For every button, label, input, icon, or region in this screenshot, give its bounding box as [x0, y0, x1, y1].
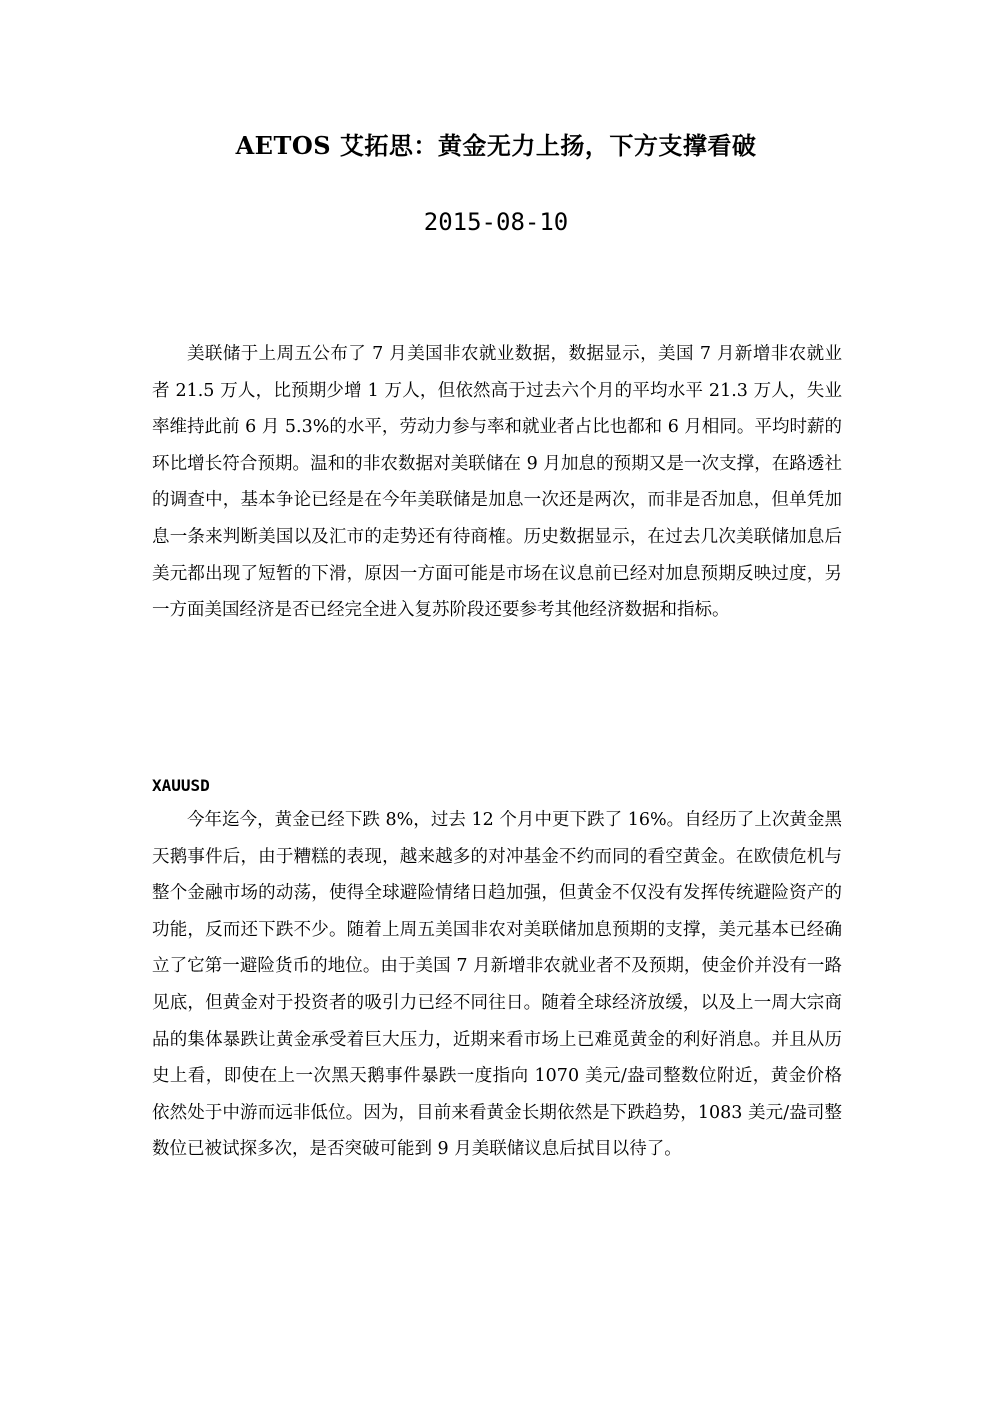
intro-paragraph: 美联储于上周五公布了 7 月美国非农就业数据，数据显示，美国 7 月新增非农就业者 21.5 万人，比预期少增 1 万人，但依然高于过去六个月的平均水平 21.3 万人，失业率维持此前 6 月 5.3%的水平，劳动力参与率和就业者占比也都和 6 月相同。平均时薪的环比增长符合预期。温和的非农数据对美联储在 9 月加息的预期又是一次支撑，在路透社的调查中，基本争论已经是在今年美联储是加息一次还是两次，而非是否加息，但单凭加息一条来判断美国以及汇市的走势还有待商榷。历史数据显示，在过去几次美联储加息后美元都出现了短暂的下滑，原因一方面可能是市场在议息前已经对加息预期反映过度，另一方面美国经济是否已经完全进入复苏阶段还要参考其他经济数据和指标。 [152, 344, 842, 621]
section-paragraph: 今年迄今，黄金已经下跌 8%，过去 12 个月中更下跌了 16%。自经历了上次黄金黑天鹅事件后，由于糟糕的表现，越来越多的对冲基金不约而同的看空黄金。在欧债危机与整个金融市场的动荡，使得全球避险情绪日趋加强，但黄金不仅没有发挥传统避险资产的功能，反而还下跌不少。随着上周五美国非农对美联储加息预期的支撑，美元基本已经确立了它第一避险货币的地位。由于美国 7 月新增非农就业者不及预期，使金价并没有一路见底，但黄金对于投资者的吸引力已经不同往日。随着全球经济放缓，以及上一周大宗商品的集体暴跌让黄金承受着巨大压力，近期来看市场上已难觅黄金的利好消息。并且从历史上看，即使在上一次黑天鹅事件暴跌一度指向 1070 美元/盎司整数位附近，黄金价格依然处于中游而远非低位。因为，目前来看黄金长期依然是下跌趋势，1083 美元/盎司整数位已被试探多次，是否突破可能到 9 月美联储议息后拭目以待了。 [152, 810, 842, 1160]
document-title: AETOS 艾拓思：黄金无力上扬，下方支撑看破 [235, 131, 757, 160]
section-heading: XAUUSD [152, 776, 210, 795]
document-date: 2015-08-10 [423, 208, 569, 236]
